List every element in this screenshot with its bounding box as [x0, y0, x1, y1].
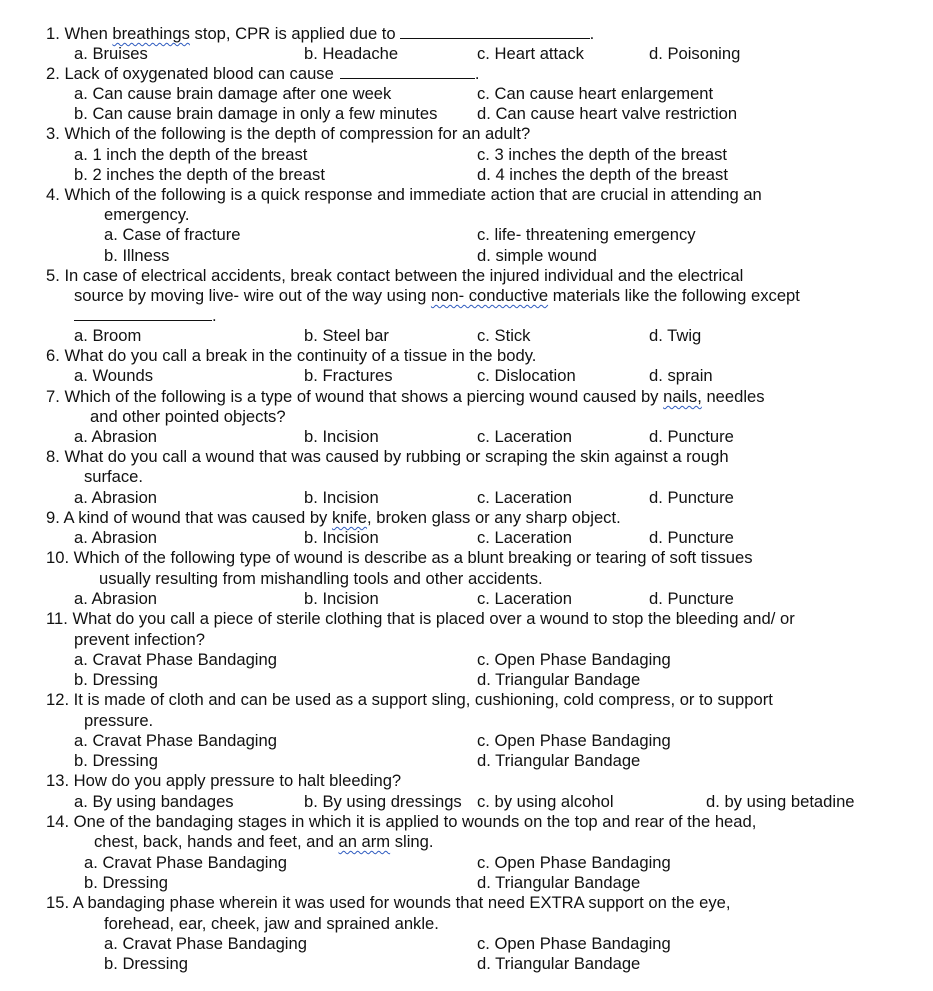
option-8d: d. Puncture	[649, 488, 734, 507]
question-7-stem: 7. Which of the following is a type of wound that shows a piercing wound caused by nails, needles	[46, 387, 765, 406]
question-2-stem: 2. Lack of oxygenated blood can cause .	[46, 64, 480, 83]
option-10c: c. Laceration	[477, 589, 573, 608]
question-9-stem: 9. A kind of wound that was caused by knife, broken glass or any sharp object.	[46, 508, 621, 527]
option-9d: d. Puncture	[649, 528, 734, 547]
option-7b: b. Incision	[304, 427, 379, 446]
option-10d: d. Puncture	[649, 589, 734, 608]
option-14b: b. Dressing	[84, 873, 168, 892]
option-14a: a. Cravat Phase Bandaging	[84, 853, 287, 872]
option-2a: a. Can cause brain damage after one week	[74, 84, 392, 103]
question-14-stem: 14. One of the bandaging stages in which it is applied to wounds on the top and rear of the head,	[46, 812, 757, 831]
question-4-stem: 4. Which of the following is a quick response and immediate action that are crucial in attending an	[46, 185, 762, 204]
question-10-stem: 10. Which of the following type of wound is describe as a blunt breaking or tearing of soft tissues	[46, 548, 753, 567]
option-3b: b. 2 inches the depth of the breast	[74, 165, 325, 184]
option-8a: a. Abrasion	[74, 488, 158, 507]
option-12d: d. Triangular Bandage	[477, 751, 641, 770]
option-13b: b. By using dressings	[304, 792, 462, 811]
option-15b: b. Dressing	[104, 954, 188, 973]
option-12c: c. Open Phase Bandaging	[477, 731, 671, 750]
option-7a: a. Abrasion	[74, 427, 158, 446]
option-7d: d. Puncture	[649, 427, 734, 446]
option-9a: a. Abrasion	[74, 528, 158, 547]
option-6c: c. Dislocation	[477, 366, 576, 385]
option-5d: d. Twig	[649, 326, 702, 345]
option-4a: a. Case of fracture	[104, 225, 241, 244]
option-10a: a. Abrasion	[74, 589, 158, 608]
question-5-blank-line: .	[74, 306, 217, 326]
option-15a: a. Cravat Phase Bandaging	[104, 934, 307, 953]
option-2c: c. Can cause heart enlargement	[477, 84, 714, 103]
option-14d: d. Triangular Bandage	[477, 873, 641, 892]
answer-blank	[340, 64, 475, 79]
question-5-stem-cont: source by moving live- wire out of the way using non- conductive materials like the following except	[74, 286, 800, 305]
option-5c: c. Stick	[477, 326, 531, 345]
answer-blank	[400, 24, 590, 39]
option-4d: d. simple wound	[477, 246, 597, 265]
question-8-stem: 8. What do you call a wound that was caused by rubbing or scraping the skin against a rough	[46, 447, 729, 466]
question-15-stem: 15. A bandaging phase wherein it was used for wounds that need EXTRA support on the eye,	[46, 893, 731, 912]
question-15-stem-cont: forehead, ear, cheek, jaw and sprained ankle.	[104, 914, 439, 933]
option-13c: c. by using alcohol	[477, 792, 614, 811]
question-1-stem: 1. When breathings stop, CPR is applied due to .	[46, 24, 595, 43]
question-11-stem-cont: prevent infection?	[74, 630, 205, 649]
question-13-stem: 13. How do you apply pressure to halt bleeding?	[46, 771, 402, 790]
option-3a: a. 1 inch the depth of the breast	[74, 145, 308, 164]
question-14-stem-cont: chest, back, hands and feet, and an arm sling.	[94, 832, 434, 851]
option-13a: a. By using bandages	[74, 792, 234, 811]
answer-blank	[74, 306, 212, 321]
option-11d: d. Triangular Bandage	[477, 670, 641, 689]
option-2b: b. Can cause brain damage in only a few minutes	[74, 104, 438, 123]
question-12-stem-cont: pressure.	[84, 711, 154, 730]
option-8b: b. Incision	[304, 488, 379, 507]
option-5a: a. Broom	[74, 326, 142, 345]
question-6-stem: 6. What do you call a break in the continuity of a tissue in the body.	[46, 346, 537, 365]
question-8-stem-cont: surface.	[84, 467, 144, 486]
option-2d: d. Can cause heart valve restriction	[477, 104, 738, 123]
option-13d: d. by using betadine	[706, 792, 855, 811]
option-12a: a. Cravat Phase Bandaging	[74, 731, 277, 750]
option-4b: b. Illness	[104, 246, 170, 265]
option-1d: d. Poisoning	[649, 44, 741, 63]
option-15d: d. Triangular Bandage	[477, 954, 641, 973]
question-3-stem: 3. Which of the following is the depth of compression for an adult?	[46, 124, 531, 143]
option-3c: c. 3 inches the depth of the breast	[477, 145, 727, 164]
option-15c: c. Open Phase Bandaging	[477, 934, 671, 953]
option-8c: c. Laceration	[477, 488, 573, 507]
question-12-stem: 12. It is made of cloth and can be used as a support sling, cushioning, cold compress, or to support	[46, 690, 773, 709]
option-3d: d. 4 inches the depth of the breast	[477, 165, 728, 184]
option-11b: b. Dressing	[74, 670, 158, 689]
option-6b: b. Fractures	[304, 366, 393, 385]
option-1c: c. Heart attack	[477, 44, 584, 63]
option-11a: a. Cravat Phase Bandaging	[74, 650, 277, 669]
question-4-stem-cont: emergency.	[104, 205, 190, 224]
option-11c: c. Open Phase Bandaging	[477, 650, 671, 669]
option-1a: a. Bruises	[74, 44, 148, 63]
option-1b: b. Headache	[304, 44, 399, 63]
option-4c: c. life- threatening emergency	[477, 225, 696, 244]
option-5b: b. Steel bar	[304, 326, 389, 345]
option-9b: b. Incision	[304, 528, 379, 547]
question-10-stem-cont: usually resulting from mishandling tools and other accidents.	[99, 569, 543, 588]
option-10b: b. Incision	[304, 589, 379, 608]
question-11-stem: 11. What do you call a piece of sterile clothing that is placed over a wound to stop the bleeding and/ or	[46, 609, 795, 628]
option-6a: a. Wounds	[74, 366, 154, 385]
option-14c: c. Open Phase Bandaging	[477, 853, 671, 872]
option-7c: c. Laceration	[477, 427, 573, 446]
question-5-stem: 5. In case of electrical accidents, break contact between the injured individual and the electrical	[46, 266, 744, 285]
option-6d: d. sprain	[649, 366, 713, 385]
option-9c: c. Laceration	[477, 528, 573, 547]
question-7-stem-cont: and other pointed objects?	[90, 407, 286, 426]
option-12b: b. Dressing	[74, 751, 158, 770]
